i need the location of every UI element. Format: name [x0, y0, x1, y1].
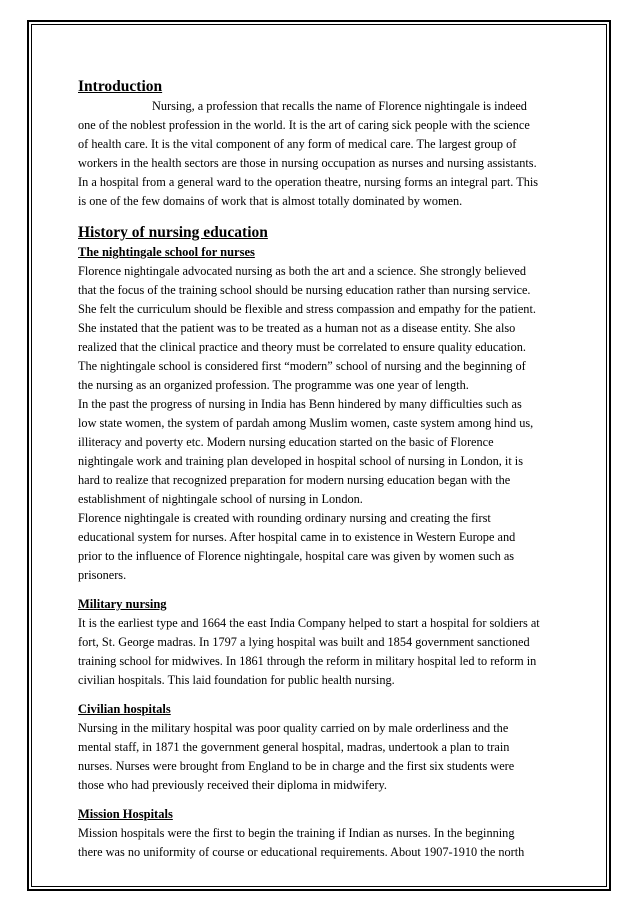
- introduction-line: In a hospital from a general ward to the operation theatre, nursing forms an integral part. This: [78, 175, 539, 189]
- introduction-heading: Introduction: [78, 78, 163, 95]
- history-line: educational system for nurses. After hospital came in to existence in Western Europe and: [78, 530, 516, 544]
- military-line: civilian hospitals. This laid foundation for public health nursing.: [78, 673, 395, 687]
- history-line: The nightingale school is considered first “modern” school of nursing and the beginning of: [78, 359, 526, 373]
- civilian-line: Nursing in the military hospital was poor quality carried on by male orderliness and the: [78, 721, 509, 735]
- civilian-line: mental staff, in 1871 the government general hospital, madras, undertook a plan to train: [78, 740, 510, 754]
- introduction-line: one of the noblest profession in the world. It is the art of caring sick people with the science: [78, 118, 530, 132]
- civilian-hospitals-heading: Civilian hospitals: [78, 702, 171, 716]
- civilian-line: those who had previously received their diploma in midwifery.: [78, 778, 387, 792]
- history-line: Florence nightingale advocated nursing as both the art and a science. She strongly believed: [78, 264, 527, 278]
- history-line: the nursing as an organized profession. The programme was one year of length.: [78, 378, 469, 392]
- history-line: Florence nightingale is created with rounding ordinary nursing and creating the first: [78, 511, 491, 525]
- introduction-line: is one of the few domains of work that is almost totally dominated by women.: [78, 194, 463, 208]
- history-line: hard to realize that recognized preparation for modern nursing education began with the: [78, 473, 511, 487]
- mission-line: Mission hospitals were the first to begin the training if Indian as nurses. In the beginning: [78, 826, 515, 840]
- document-body: [78, 77, 562, 862]
- introduction-line: of health care. It is the vital component of any form of medical care. The largest group of: [78, 137, 517, 151]
- military-line: It is the earliest type and 1664 the east India Company helped to start a hospital for soldiers at: [78, 616, 540, 630]
- history-line: that the focus of the training school should be nursing education rather than nursing service.: [78, 283, 531, 297]
- history-line: low state women, the system of pardah among Muslim women, caste system among hind us,: [78, 416, 534, 430]
- history-line: She instated that the patient was to be treated as a human not as a disease entity. She also: [78, 321, 516, 335]
- history-line: establishment of nightingale school of nursing in London.: [78, 492, 363, 506]
- history-line: prisoners.: [78, 568, 127, 582]
- civilian-line: nurses. Nurses were brought from England to be in charge and the first six students were: [78, 759, 515, 773]
- mission-hospitals-heading: Mission Hospitals: [78, 807, 173, 821]
- history-line: illiteracy and poverty etc. Modern nursing education started on the basic of Florence: [78, 435, 494, 449]
- history-line: realized that the clinical practice and theory must be correlated to ensure quality education.: [78, 340, 526, 354]
- military-line: training school for midwives. In 1861 through the reform in military hospital led to reform in: [78, 654, 537, 668]
- nightingale-school-heading: The nightingale school for nurses: [78, 245, 255, 259]
- military-nursing-heading: Military nursing: [78, 597, 167, 611]
- mission-line: there was no uniformity of course or educational requirements. About 1907-1910 the north: [78, 845, 525, 859]
- history-line: nightingale work and training plan developed in hospital school of nursing in London, it is: [78, 454, 524, 468]
- history-line: In the past the progress of nursing in India has Benn hindered by many difficulties such as: [78, 397, 522, 411]
- military-line: fort, St. George madras. In 1797 a lying hospital was built and 1854 government sanctioned: [78, 635, 530, 649]
- introduction-line: workers in the health sectors are those in nursing occupation as nurses and nursing assistants.: [78, 156, 537, 170]
- history-line: prior to the influence of Florence nightingale, hospital care was given by women such as: [78, 549, 515, 563]
- history-heading: History of nursing education: [78, 224, 268, 241]
- history-line: She felt the curriculum should be flexible and stress compassion and empathy for the patient.: [78, 302, 536, 316]
- introduction-line: Nursing, a profession that recalls the name of Florence nightingale is indeed: [152, 99, 527, 113]
